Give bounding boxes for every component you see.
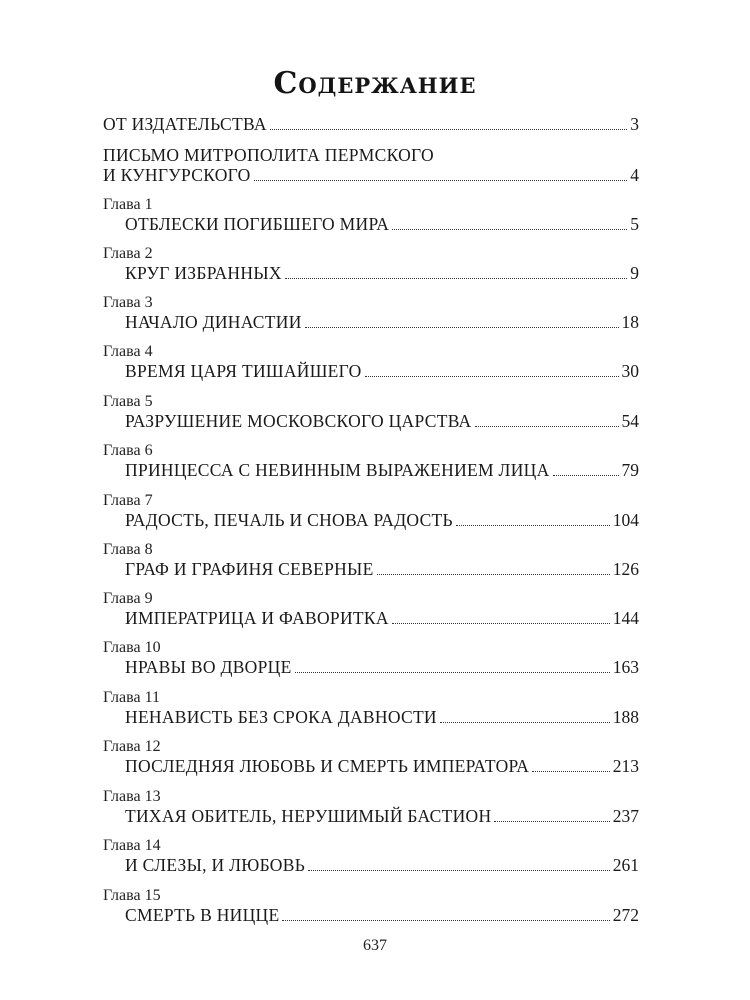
chapter-label: Глава 10 (103, 639, 161, 656)
dot-leader (532, 771, 610, 772)
toc-entry-title: ИМПЕРАТРИЦА И ФАВОРИТКА (125, 608, 389, 628)
toc-entry-page: 237 (612, 806, 639, 826)
toc-entry-row (125, 509, 639, 531)
toc-entry-page: 4 (630, 165, 639, 185)
toc-entry-row (103, 164, 639, 186)
toc-entry-page: 30 (621, 361, 639, 381)
toc-entry-title: И КУНГУРСКОГО (103, 165, 251, 185)
toc-entry-title: РАЗРУШЕНИЕ МОСКОВСКОГО ЦАРСТВА (125, 411, 472, 431)
toc-entry-title: НАЧАЛО ДИНАСТИИ (125, 312, 302, 332)
dot-leader (308, 870, 610, 871)
toc-entry-title: ТИХАЯ ОБИТЕЛЬ, НЕРУШИМЫЙ БАСТИОН (125, 806, 492, 826)
dot-leader (494, 821, 609, 822)
toc-entry-row (125, 904, 639, 926)
toc-entry-title: ОТ ИЗДАТЕЛЬСТВА (103, 114, 267, 134)
chapter-label: Глава 14 (103, 837, 161, 854)
toc-entry-page: 104 (612, 510, 639, 530)
toc-entry-title: ГРАФ И ГРАФИНЯ СЕВЕРНЫЕ (125, 559, 374, 579)
toc-entry-row (125, 656, 639, 678)
toc-entry-row (125, 854, 639, 876)
chapter-label: Глава 11 (103, 689, 160, 706)
dot-leader (254, 180, 628, 181)
chapter-label: Глава 3 (103, 294, 153, 311)
toc-entry-page: 163 (612, 657, 639, 677)
dot-leader (270, 129, 627, 130)
toc-entry-page: 54 (621, 411, 639, 431)
dot-leader (365, 376, 619, 377)
chapter-label: Глава 4 (103, 343, 153, 360)
toc-entry-page: 144 (612, 608, 639, 628)
toc-entry-page: 188 (612, 707, 639, 727)
chapter-label: Глава 12 (103, 738, 161, 755)
toc-entry-title: НРАВЫ ВО ДВОРЦЕ (125, 657, 292, 677)
toc-entry-page: 3 (630, 114, 639, 134)
dot-leader (305, 327, 619, 328)
toc-entry-page: 5 (630, 214, 639, 234)
dot-leader (475, 426, 619, 427)
toc-entry-page: 261 (612, 855, 639, 875)
toc-entry-title: ПОСЛЕДНЯЯ ЛЮБОВЬ И СМЕРТЬ ИМПЕРАТОРА (125, 756, 530, 776)
page-title: Содержание (273, 66, 477, 101)
dot-leader (456, 525, 610, 526)
toc-entry-title: СМЕРТЬ В НИЦЦЕ (125, 905, 280, 925)
toc-entry-title: ОТБЛЕСКИ ПОГИБШЕГО МИРА (125, 214, 390, 234)
toc-entry-page: 18 (621, 312, 639, 332)
toc-entry-title: ПРИНЦЕССА С НЕВИННЫМ ВЫРАЖЕНИЕМ ЛИЦА (125, 460, 550, 480)
toc-entry-row (125, 459, 639, 481)
dot-leader (440, 722, 610, 723)
chapter-label: Глава 9 (103, 590, 153, 607)
chapter-label: Глава 7 (103, 492, 153, 509)
toc-entry-row (125, 213, 639, 235)
toc-entry-title: КРУГ ИЗБРАННЫХ (125, 263, 282, 283)
toc-entry-page: 9 (630, 263, 639, 283)
toc-entry-page: 272 (612, 905, 639, 925)
toc-entry-page: 126 (612, 559, 639, 579)
toc-entry-title: РАДОСТЬ, ПЕЧАЛЬ И СНОВА РАДОСТЬ (125, 510, 453, 530)
chapter-label: Глава 13 (103, 788, 161, 805)
chapter-label: Глава 5 (103, 393, 153, 410)
toc-entry-row (125, 607, 639, 629)
toc-entry-title: ВРЕМЯ ЦАРЯ ТИШАЙШЕГО (125, 361, 362, 381)
toc-entry-row (125, 262, 639, 284)
toc-entry-row (125, 360, 639, 382)
chapter-label: Глава 15 (103, 887, 161, 904)
toc-entry-page: 213 (612, 756, 639, 776)
dot-leader (377, 574, 610, 575)
dot-leader (285, 278, 627, 279)
toc-entry-row (125, 558, 639, 580)
toc-entry-row (125, 410, 639, 432)
toc-entry-title: И СЛЕЗЫ, И ЛЮБОВЬ (125, 855, 306, 875)
chapter-label: Глава 2 (103, 245, 153, 262)
toc-entry-page: 79 (621, 460, 639, 480)
chapter-label: Глава 8 (103, 541, 153, 558)
dot-leader (553, 475, 619, 476)
toc-entry-row (125, 755, 639, 777)
dot-leader (392, 623, 610, 624)
page-number: 637 (363, 937, 387, 954)
dot-leader (295, 672, 610, 673)
dot-leader (282, 920, 609, 921)
chapter-label: Глава 1 (103, 196, 153, 213)
toc-entry-row (125, 805, 639, 827)
dot-leader (392, 229, 627, 230)
toc-entry-row (125, 311, 639, 333)
chapter-label: Глава 6 (103, 442, 153, 459)
toc-entry-title-line1: ПИСЬМО МИТРОПОЛИТА ПЕРМСКОГО (103, 145, 434, 165)
toc-entry-row (103, 113, 639, 135)
toc-entry-row (125, 706, 639, 728)
toc-entry-title: НЕНАВИСТЬ БЕЗ СРОКА ДАВНОСТИ (125, 707, 437, 727)
